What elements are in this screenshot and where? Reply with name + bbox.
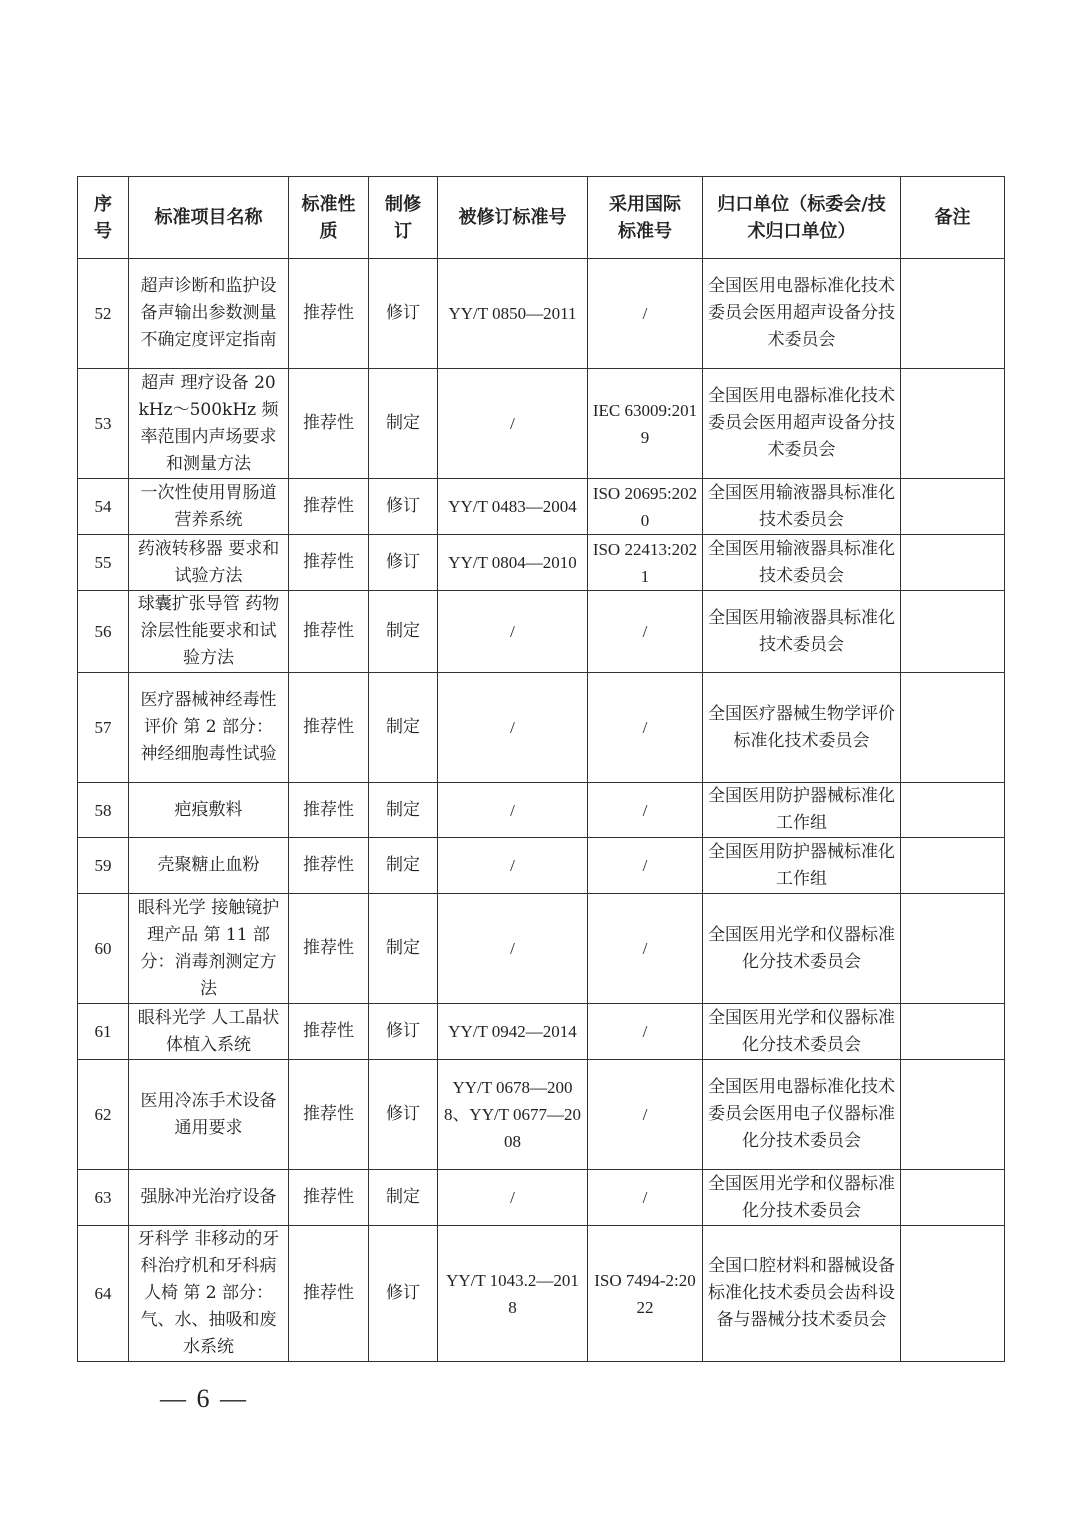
cell-revised: / — [438, 783, 588, 838]
table-row — [78, 479, 1005, 535]
cell-nature: 推荐性 — [289, 1170, 369, 1226]
cell-intl: ISO 20695:2020 — [588, 479, 703, 535]
cell-nature: 推荐性 — [289, 673, 369, 783]
table-row — [78, 894, 1005, 1004]
cell-unit: 全国医用电器标准化技术委员会医用电子仪器标准化分技术委员会 — [703, 1060, 901, 1170]
cell-seq: 61 — [78, 1004, 129, 1060]
cell-name: 一次性使用胃肠道营养系统 — [129, 479, 289, 535]
table-row — [78, 1060, 1005, 1170]
cell-intl: / — [588, 783, 703, 838]
cell-unit: 全国医疗器械生物学评价标准化技术委员会 — [703, 673, 901, 783]
table-row — [78, 259, 1005, 369]
cell-revised: / — [438, 838, 588, 894]
cell-intl: / — [588, 259, 703, 369]
cell-nature: 推荐性 — [289, 479, 369, 535]
cell-note — [901, 535, 1005, 591]
table-body — [78, 259, 1005, 1362]
cell-unit: 全国医用电器标准化技术委员会医用超声设备分技术委员会 — [703, 259, 901, 369]
cell-type: 制定 — [369, 673, 438, 783]
cell-intl: / — [588, 591, 703, 673]
cell-revised: / — [438, 1170, 588, 1226]
table-row — [78, 1004, 1005, 1060]
cell-seq: 57 — [78, 673, 129, 783]
header-name: 标准项目名称 — [129, 177, 289, 259]
table-row — [78, 783, 1005, 838]
table-row — [78, 673, 1005, 783]
cell-note — [901, 1004, 1005, 1060]
cell-unit: 全国医用电器标准化技术委员会医用超声设备分技术委员会 — [703, 369, 901, 479]
cell-seq: 56 — [78, 591, 129, 673]
cell-name: 壳聚糖止血粉 — [129, 838, 289, 894]
cell-note — [901, 1170, 1005, 1226]
cell-revised: YY/T 1043.2—2018 — [438, 1226, 588, 1362]
cell-type: 制定 — [369, 1170, 438, 1226]
cell-type: 修订 — [369, 259, 438, 369]
cell-unit: 全国医用光学和仪器标准化分技术委员会 — [703, 1170, 901, 1226]
cell-name: 医疗器械神经毒性评价 第 2 部分：神经细胞毒性试验 — [129, 673, 289, 783]
table-row — [78, 591, 1005, 673]
header-revised: 被修订标准号 — [438, 177, 588, 259]
cell-note — [901, 591, 1005, 673]
cell-note — [901, 838, 1005, 894]
header-row — [78, 177, 1005, 259]
cell-name: 眼科光学 人工晶状体植入系统 — [129, 1004, 289, 1060]
cell-unit: 全国医用输液器具标准化技术委员会 — [703, 535, 901, 591]
cell-intl: ISO 7494-2:2022 — [588, 1226, 703, 1362]
cell-name: 药液转移器 要求和试验方法 — [129, 535, 289, 591]
cell-intl: / — [588, 894, 703, 1004]
standards-table — [77, 176, 1005, 1362]
cell-nature: 推荐性 — [289, 591, 369, 673]
cell-name: 眼科光学 接触镜护理产品 第 11 部分：消毒剂测定方法 — [129, 894, 289, 1004]
table-row — [78, 369, 1005, 479]
cell-note — [901, 479, 1005, 535]
cell-note — [901, 259, 1005, 369]
cell-seq: 63 — [78, 1170, 129, 1226]
cell-revised: / — [438, 894, 588, 1004]
page-number: — 6 — — [160, 1384, 248, 1413]
cell-type: 修订 — [369, 479, 438, 535]
cell-type: 制定 — [369, 894, 438, 1004]
header-nature: 标准性质 — [289, 177, 369, 259]
cell-revised: YY/T 0942—2014 — [438, 1004, 588, 1060]
cell-type: 修订 — [369, 1004, 438, 1060]
cell-unit: 全国医用防护器械标准化工作组 — [703, 783, 901, 838]
cell-type: 修订 — [369, 1060, 438, 1170]
cell-revised: YY/T 0678—2008、YY/T 0677—2008 — [438, 1060, 588, 1170]
table-row — [78, 838, 1005, 894]
cell-note — [901, 894, 1005, 1004]
cell-seq: 62 — [78, 1060, 129, 1170]
cell-name: 疤痕敷料 — [129, 783, 289, 838]
cell-unit: 全国医用输液器具标准化技术委员会 — [703, 479, 901, 535]
cell-intl: ISO 22413:2021 — [588, 535, 703, 591]
cell-revised: YY/T 0850—2011 — [438, 259, 588, 369]
header-type: 制修订 — [369, 177, 438, 259]
cell-name: 超声诊断和监护设备声输出参数测量不确定度评定指南 — [129, 259, 289, 369]
cell-nature: 推荐性 — [289, 783, 369, 838]
cell-intl: / — [588, 838, 703, 894]
cell-seq: 55 — [78, 535, 129, 591]
cell-type: 修订 — [369, 1226, 438, 1362]
cell-unit: 全国医用输液器具标准化技术委员会 — [703, 591, 901, 673]
cell-revised: / — [438, 591, 588, 673]
cell-type: 制定 — [369, 591, 438, 673]
cell-type: 制定 — [369, 369, 438, 479]
cell-note — [901, 783, 1005, 838]
cell-seq: 64 — [78, 1226, 129, 1362]
cell-nature: 推荐性 — [289, 259, 369, 369]
cell-intl: / — [588, 673, 703, 783]
cell-revised: / — [438, 369, 588, 479]
header-unit: 归口单位（标委会/技术归口单位） — [703, 177, 901, 259]
cell-nature: 推荐性 — [289, 1060, 369, 1170]
cell-revised: YY/T 0804—2010 — [438, 535, 588, 591]
cell-note — [901, 369, 1005, 479]
cell-intl: / — [588, 1170, 703, 1226]
cell-name: 强脉冲光治疗设备 — [129, 1170, 289, 1226]
cell-nature: 推荐性 — [289, 1004, 369, 1060]
table-row — [78, 535, 1005, 591]
cell-note — [901, 673, 1005, 783]
table-row — [78, 1226, 1005, 1362]
cell-nature: 推荐性 — [289, 535, 369, 591]
cell-intl: / — [588, 1060, 703, 1170]
cell-type: 修订 — [369, 535, 438, 591]
cell-unit: 全国医用防护器械标准化工作组 — [703, 838, 901, 894]
header-note: 备注 — [901, 177, 1005, 259]
table-row — [78, 1170, 1005, 1226]
cell-type: 制定 — [369, 838, 438, 894]
cell-intl: / — [588, 1004, 703, 1060]
cell-intl: IEC 63009:2019 — [588, 369, 703, 479]
header-intl: 采用国际标准号 — [588, 177, 703, 259]
cell-nature: 推荐性 — [289, 369, 369, 479]
cell-nature: 推荐性 — [289, 838, 369, 894]
cell-seq: 59 — [78, 838, 129, 894]
cell-unit: 全国医用光学和仪器标准化分技术委员会 — [703, 1004, 901, 1060]
cell-unit: 全国口腔材料和器械设备标准化技术委员会齿科设备与器械分技术委员会 — [703, 1226, 901, 1362]
cell-seq: 52 — [78, 259, 129, 369]
cell-nature: 推荐性 — [289, 1226, 369, 1362]
cell-note — [901, 1060, 1005, 1170]
header-seq: 序号 — [78, 177, 129, 259]
cell-name: 医用冷冻手术设备通用要求 — [129, 1060, 289, 1170]
cell-seq: 54 — [78, 479, 129, 535]
cell-name: 超声 理疗设备 20kHz～500kHz 频率范围内声场要求和测量方法 — [129, 369, 289, 479]
cell-seq: 53 — [78, 369, 129, 479]
cell-name: 球囊扩张导管 药物涂层性能要求和试验方法 — [129, 591, 289, 673]
cell-revised: YY/T 0483—2004 — [438, 479, 588, 535]
cell-seq: 60 — [78, 894, 129, 1004]
cell-seq: 58 — [78, 783, 129, 838]
cell-name: 牙科学 非移动的牙科治疗机和牙科病人椅 第 2 部分：气、水、抽吸和废水系统 — [129, 1226, 289, 1362]
cell-nature: 推荐性 — [289, 894, 369, 1004]
cell-revised: / — [438, 673, 588, 783]
cell-note — [901, 1226, 1005, 1362]
cell-type: 制定 — [369, 783, 438, 838]
cell-unit: 全国医用光学和仪器标准化分技术委员会 — [703, 894, 901, 1004]
